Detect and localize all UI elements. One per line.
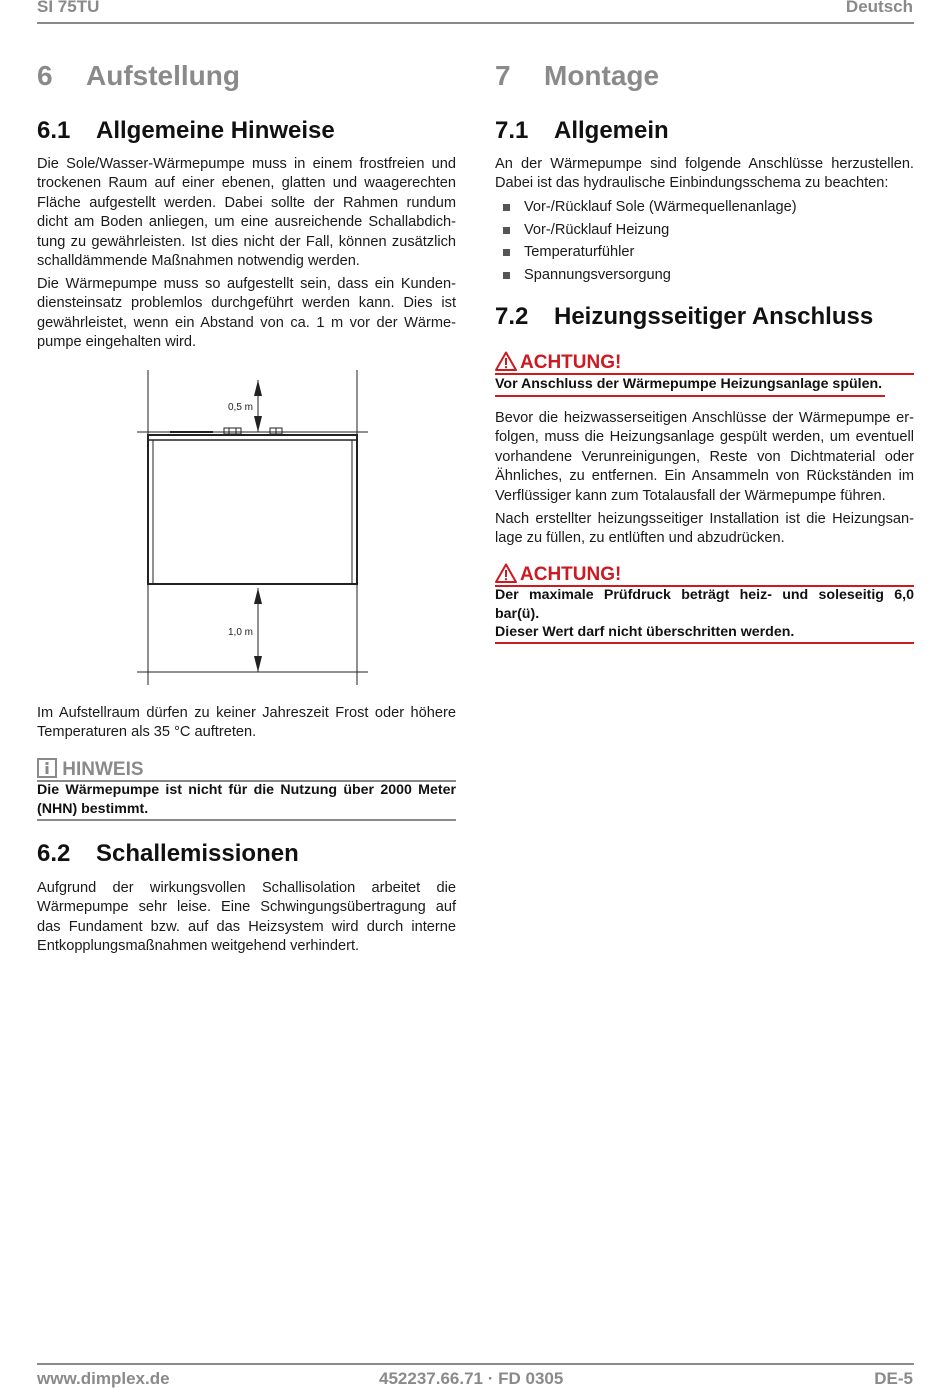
bullet-square-icon <box>503 272 510 279</box>
section-7-1-heading: 7.1 Allgemein <box>495 117 669 144</box>
header-language: Deutsch <box>845 0 913 16</box>
section-6-1-paragraph-3: Im Aufstellraum dürfen zu keiner Jahreszeit Frost oder höhere Temperaturen als 35 °C auftreten. <box>37 705 456 741</box>
section-7-2-paragraph-2: Nach erstellter heizungsseitiger Installation ist die Heizungsan- lage zu füllen, zu entlüften und abzudrücken. <box>495 511 914 547</box>
section-7-2-heading: 7.2 Heizungsseitiger Anschluss <box>495 303 874 330</box>
warning-triangle-icon <box>495 563 517 583</box>
list-item: Vor-/Rücklauf Heizung <box>495 219 914 242</box>
connections-list <box>495 196 914 286</box>
section-6-1-heading: 6.1 Allgemeine Hinweise <box>37 117 335 144</box>
hint-bottom-rule <box>37 819 456 821</box>
section-6-2-paragraph-1: Aufgrund der wirkungsvollen Schallisolation arbeitet die Wärmepumpe sehr leise. Eine Schwingungsübertragung auf das Fundament bzw. auf das Heizsystem wird durch interne Entkopplungsmaßnahmen weitgehend verhindert. <box>37 880 456 955</box>
section-7-2-paragraph-1: Bevor die heizwasserseitigen Anschlüsse der Wärmepumpe er- folgen, muss die Heizungsanlage gespült werden, um eventuell vorhandene Verunreinigungen, Reste von Dichtmaterial oder Ähnliches, zu entfernen. Ein Ansammeln von Rückständen im Verflüssiger kann zum Totalausfall der Wärmepumpe führen. <box>495 410 914 504</box>
hint-title: HINWEIS <box>37 758 144 781</box>
bullet-square-icon <box>503 204 510 211</box>
warning-2-text: Der maximale Prüfdruck beträgt heiz- und soleseitig 6,0 bar(ü). Dieser Wert darf nicht überschritten werden. <box>495 587 914 640</box>
section-6-1-paragraph-1: Die Sole/Wasser-Wärmepumpe muss in einem frostfreien und trockenen Raum auf einer ebenen, glatten und waagerechten Fläche aufgestellt werden. Dabei sollte der Rahmen rundum dicht am Boden anliegen, um eine ausreichende Schallabdich- tung zu gewährleisten. Ist dies nicht der Fall, können zusätzlich schalldämmende Maßnahmen notwendig werden. <box>37 156 456 270</box>
footer-divider <box>37 1363 914 1365</box>
section-6-2-heading: 6.2 Schallemissionen <box>37 840 299 867</box>
warning-2-title: ACHTUNG! <box>495 563 621 586</box>
footer-doc-number: 452237.66.71 · FD 0305 <box>379 1369 564 1388</box>
hint-text: Die Wärmepumpe ist nicht für die Nutzung über 2000 Meter (NHN) bestimmt. <box>37 782 456 817</box>
list-item: Spannungsversorgung <box>495 264 914 287</box>
list-item: Vor-/Rücklauf Sole (Wärmequellenanlage) <box>495 196 914 219</box>
footer-website-link[interactable]: www.dimplex.de <box>37 1369 170 1388</box>
top-clearance-label: 0,5 m <box>228 402 254 413</box>
warning-1-text: Vor Anschluss der Wärmepumpe Heizungsanlage spülen. <box>495 376 883 392</box>
chapter-7-heading: 7 Montage <box>495 60 660 91</box>
section-7-1-paragraph-1: An der Wärmepumpe sind folgende Anschlüsse herzustellen. Dabei ist das hydraulische Einbindungsschema zu beachten: <box>495 156 914 192</box>
clearance-diagram <box>130 365 380 690</box>
bottom-clearance-label: 1,0 m <box>228 627 254 638</box>
warning-1-title: ACHTUNG! <box>495 351 621 374</box>
section-6-1-paragraph-2: Die Wärmepumpe muss so aufgestellt sein, dass ein Kunden- diensteinsatz problemlos durchgeführt werden kann. Dies ist gewährleistet, wenn ein Abstand von ca. 1 m vor der Wärme- pumpe eingehalten wird. <box>37 276 456 351</box>
chapter-6-heading: 6 Aufstellung <box>37 60 240 91</box>
header-divider <box>37 22 914 24</box>
list-item: Temperaturfühler <box>495 241 914 264</box>
bullet-square-icon <box>503 227 510 234</box>
warning-1-bottom-rule <box>495 395 885 397</box>
warning-triangle-icon <box>495 351 517 371</box>
bullet-square-icon <box>503 249 510 256</box>
warning-2-bottom-rule <box>495 642 914 644</box>
header-model: SI 75TU <box>37 0 100 16</box>
footer-page-number: DE-5 <box>874 1369 913 1388</box>
info-icon <box>37 758 57 778</box>
